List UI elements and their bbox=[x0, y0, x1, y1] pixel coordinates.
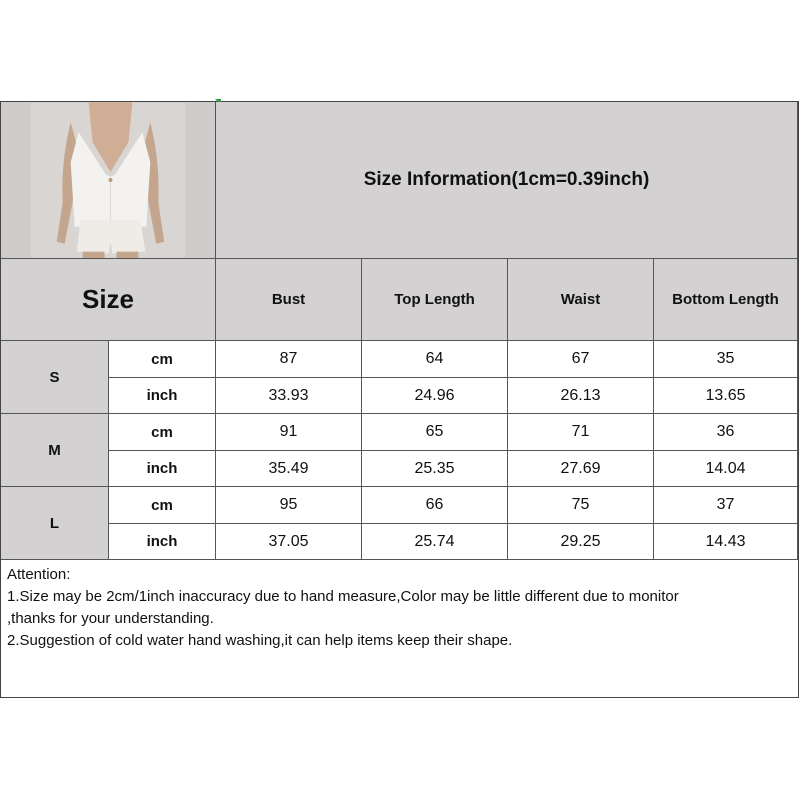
size-label-s: S bbox=[1, 341, 109, 414]
notes-line-2: 2.Suggestion of cold water hand washing,it can help items keep their shape. bbox=[7, 632, 513, 649]
table-cell: 37.05 bbox=[216, 524, 362, 560]
unit-label-cm: cm bbox=[109, 414, 216, 451]
product-photo bbox=[1, 102, 216, 259]
notes-line-1-continued: ,thanks for your understanding. bbox=[7, 610, 214, 627]
column-header-waist: Waist bbox=[508, 259, 654, 341]
table-cell: 65 bbox=[362, 414, 508, 451]
table-cell: 91 bbox=[216, 414, 362, 451]
table-cell: 27.69 bbox=[508, 451, 654, 487]
table-cell: 95 bbox=[216, 487, 362, 524]
unit-label-inch: inch bbox=[109, 378, 216, 414]
size-column-header: Size bbox=[1, 259, 216, 341]
table-cell: 71 bbox=[508, 414, 654, 451]
table-cell: 25.74 bbox=[362, 524, 508, 560]
table-cell: 24.96 bbox=[362, 378, 508, 414]
table-cell: 87 bbox=[216, 341, 362, 378]
table-cell: 33.93 bbox=[216, 378, 362, 414]
attention-notes bbox=[1, 560, 798, 697]
column-header-top-length: Top Length bbox=[362, 259, 508, 341]
table-cell: 35 bbox=[654, 341, 798, 378]
size-label-l: L bbox=[1, 487, 109, 560]
notes-heading: Attention: bbox=[7, 566, 71, 583]
product-photo-image bbox=[1, 102, 215, 259]
table-cell: 36 bbox=[654, 414, 798, 451]
unit-label-inch: inch bbox=[109, 524, 216, 560]
unit-label-inch: inch bbox=[109, 451, 216, 487]
table-cell: 14.04 bbox=[654, 451, 798, 487]
table-cell: 35.49 bbox=[216, 451, 362, 487]
table-cell: 66 bbox=[362, 487, 508, 524]
table-cell: 64 bbox=[362, 341, 508, 378]
unit-label-cm: cm bbox=[109, 341, 216, 378]
table-cell: 26.13 bbox=[508, 378, 654, 414]
table-cell: 67 bbox=[508, 341, 654, 378]
size-label-m: M bbox=[1, 414, 109, 487]
unit-label-cm: cm bbox=[109, 487, 216, 524]
notes-line-1: 1.Size may be 2cm/1inch inaccuracy due to hand measure,Color may be little different due to monitor bbox=[7, 588, 679, 605]
table-cell: 14.43 bbox=[654, 524, 798, 560]
column-header-bottom-length: Bottom Length bbox=[654, 259, 798, 341]
chart-title: Size Information(1cm=0.39inch) bbox=[216, 102, 798, 259]
table-cell: 37 bbox=[654, 487, 798, 524]
size-chart bbox=[0, 101, 799, 698]
column-header-bust: Bust bbox=[216, 259, 362, 341]
table-cell: 75 bbox=[508, 487, 654, 524]
table-cell: 13.65 bbox=[654, 378, 798, 414]
table-cell: 25.35 bbox=[362, 451, 508, 487]
table-cell: 29.25 bbox=[508, 524, 654, 560]
